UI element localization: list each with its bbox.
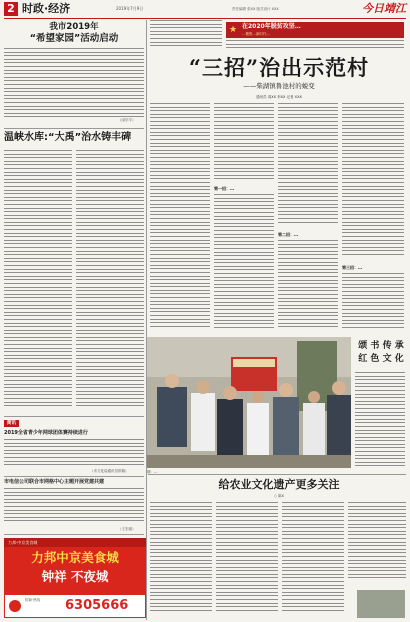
bottom-byline: ○ 陈X xyxy=(273,494,285,498)
banner-note xyxy=(226,40,404,52)
brief-headline: 2019全省青少年网球团体赛持续进行 xyxy=(4,430,88,436)
rule xyxy=(4,416,144,417)
section-title: 时政·经济 xyxy=(22,2,71,15)
rule xyxy=(4,128,144,129)
article-body xyxy=(150,103,210,333)
editor-info: 责任编辑 张XX 版式设计 XXX xyxy=(232,7,279,11)
rule xyxy=(4,476,144,477)
brief-credit: （王宏丽） xyxy=(118,527,136,531)
brief-credit: （市文化局通讯员供稿） xyxy=(90,469,129,473)
article-headline-line1: 我市2019年 xyxy=(49,22,99,32)
main-byline: 通讯员 周XX 李XX 记者 XXX xyxy=(256,95,302,99)
calligraphy-title xyxy=(356,340,406,366)
article-body xyxy=(282,502,344,618)
campaign-banner xyxy=(226,22,404,38)
bottom-headline: 给农业文化遗产更多关注 xyxy=(218,478,340,491)
ad-tel-number: 6305666 xyxy=(65,598,129,613)
article-body xyxy=(348,502,406,586)
banner-title: 在2020年脱贫攻坚… xyxy=(242,23,301,30)
newspaper-logo: 今日靖江 xyxy=(362,2,406,15)
subhead: 第一招：… xyxy=(214,186,234,191)
small-photo xyxy=(357,590,405,618)
page-header xyxy=(4,2,406,19)
main-headline: “三招”治出示范村 xyxy=(188,55,370,80)
article-headline-line2: “希望家园”活动启动 xyxy=(29,33,119,44)
ad-top-strip: 力邦·中京美食城 xyxy=(4,538,146,547)
news-photo xyxy=(147,337,351,468)
article-body xyxy=(278,240,338,333)
brief-headline: 市电信公司联合市网格中心主题开展党建共建 xyxy=(4,479,105,485)
subhead: 第三招：… xyxy=(342,265,362,270)
advertisement xyxy=(4,538,146,618)
brief-body xyxy=(4,439,144,469)
column-rule-left xyxy=(146,20,147,620)
subhead: 第二招：… xyxy=(278,232,298,237)
article-body xyxy=(150,20,222,50)
article-body xyxy=(150,502,212,618)
article-body xyxy=(355,372,405,472)
rule xyxy=(4,534,144,535)
article-body xyxy=(216,502,278,618)
article-body xyxy=(342,273,404,333)
article-body xyxy=(214,194,274,333)
calligraphy-line: 颂 书 传 承 xyxy=(358,341,404,351)
photo-caption: 图：… xyxy=(147,470,158,474)
issue-date: 2019年7月9日 xyxy=(116,6,144,11)
article-body xyxy=(214,103,274,183)
article-credit: （闵宗平） xyxy=(118,118,136,122)
page-number: 2 xyxy=(4,2,18,16)
calligraphy-line: 红 色 文 化 xyxy=(358,354,404,364)
article-body xyxy=(278,103,338,228)
main-subheadline: ——柴湖镇鲁池村的蜕变 xyxy=(243,82,315,90)
ad-tel-label: 招商·热线 xyxy=(25,598,41,602)
brief-body xyxy=(4,488,144,526)
ad-contact xyxy=(4,594,146,618)
article-body xyxy=(4,150,72,412)
article-body xyxy=(76,150,144,412)
banner-subtitle: …聚焦…新时代… xyxy=(242,32,270,36)
ad-line2: 钟祥 不夜城 xyxy=(41,569,109,584)
article-body xyxy=(4,48,144,118)
phone-icon xyxy=(9,600,21,612)
brief-label: 简讯 xyxy=(4,420,19,427)
article-headline: 温峡水库:“大禹”治水铸丰碑 xyxy=(4,132,132,143)
article-body xyxy=(342,103,404,261)
ad-line1: 力邦中京美食城 xyxy=(31,550,119,565)
photo-scene xyxy=(147,337,351,468)
flag-icon: ★ xyxy=(229,25,238,35)
